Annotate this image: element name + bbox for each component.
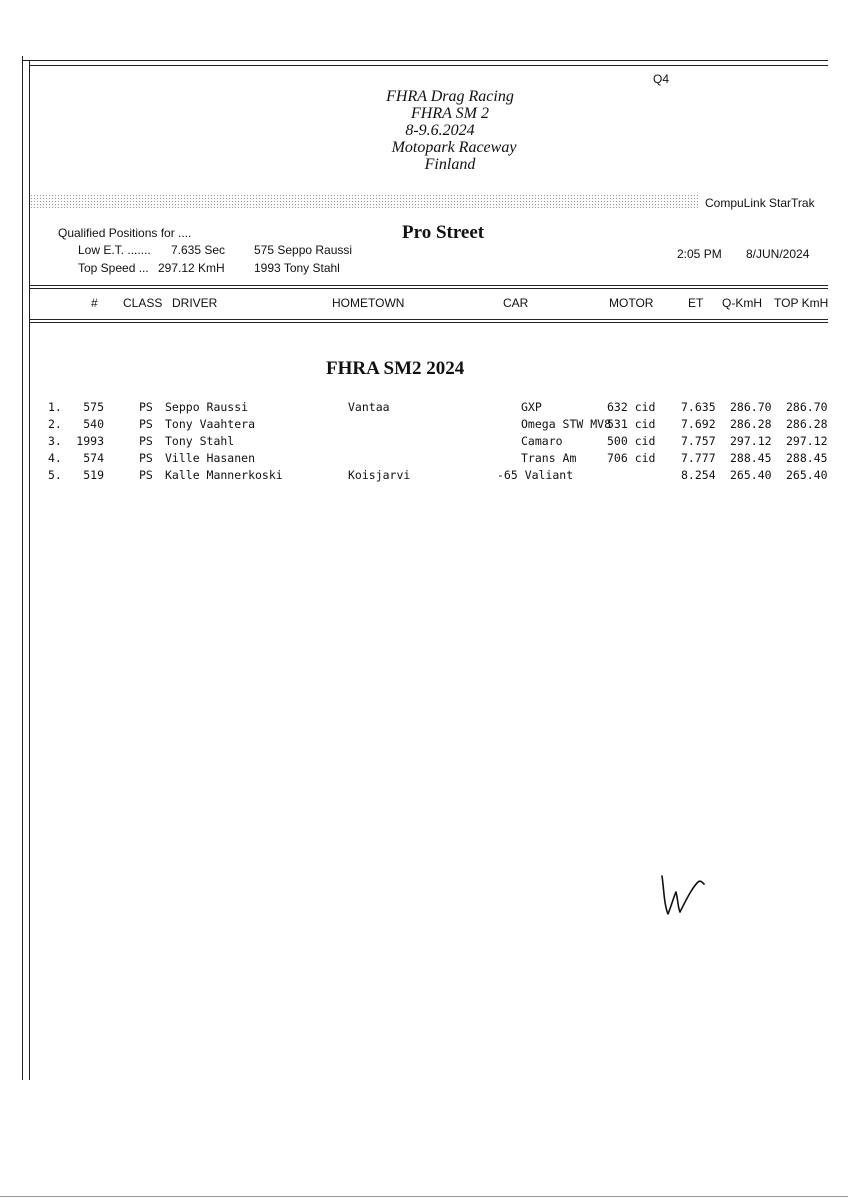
row-et: 7.692 [681,417,716,431]
col-qkmh: Q-KmH [722,296,762,310]
row-class: PS [139,400,153,414]
row-top-kmh: 286.28 [786,417,828,431]
top-speed-holder: 1993 Tony Stahl [254,261,340,275]
row-driver: Tony Stahl [165,434,235,448]
row-qkmh: 286.70 [730,400,772,414]
report-date: 8/JUN/2024 [746,247,810,261]
class-title: Pro Street [402,222,485,243]
row-et: 8.254 [681,468,716,482]
row-position: 1. [48,400,62,414]
col-hometown: HOMETOWN [332,296,405,310]
row-et: 7.757 [681,434,716,448]
row-et: 7.635 [681,400,716,414]
row-car: Camaro [521,434,563,448]
row-class: PS [139,468,153,482]
row-driver: Kalle Mannerkoski [165,468,283,482]
header-band-bottom-2 [29,322,828,323]
row-hometown: Koisjarvi [348,468,411,482]
table-row [0,468,848,485]
row-motor: 531 cid [607,417,656,431]
row-car: Trans Am [521,451,577,465]
event-title-block [300,88,600,173]
row-position: 4. [48,451,62,465]
col-motor: MOTOR [609,296,654,310]
signature-mark [656,870,716,920]
row-hometown: Vantaa [348,400,390,414]
col-et: ET [688,296,704,310]
row-driver: Ville Hasanen [165,451,256,465]
event-heading: FHRA SM2 2024 [326,358,465,379]
row-class: PS [139,417,153,431]
row-top-kmh: 265.40 [786,468,828,482]
row-motor: 500 cid [607,434,656,448]
col-driver: DRIVER [172,296,218,310]
col-car: CAR [503,296,529,310]
event-line: 8-9.6.2024 [405,122,475,139]
event-line: FHRA Drag Racing [386,88,514,105]
row-class: PS [139,434,153,448]
row-top-kmh: 297.12 [786,434,828,448]
frame-top-line-2 [29,65,828,66]
frame-top-line [22,60,828,61]
dotted-separator [30,194,698,208]
top-speed-label: Top Speed ... [78,261,149,275]
frame-left-outer [22,56,23,1080]
row-car: Omega STW MV8 [521,417,612,431]
row-car-number: 540 [83,417,104,431]
row-motor: 632 cid [607,400,656,414]
row-motor: 706 cid [607,451,656,465]
corner-label: Q4 [653,72,670,86]
row-qkmh: 265.40 [730,468,772,482]
row-car: GXP [521,400,542,414]
event-line: FHRA SM 2 [411,105,489,122]
row-car-number: 575 [83,400,104,414]
col-num: # [91,296,98,310]
row-top-kmh: 286.70 [786,400,828,414]
row-top-kmh: 288.45 [786,451,828,465]
header-band-top-2 [29,288,828,289]
frame-left-inner [29,60,30,1080]
col-topkmh: TOP KmH [774,296,829,310]
header-band-top [29,285,828,286]
row-qkmh: 297.12 [730,434,772,448]
row-position: 3. [48,434,62,448]
table-row [0,451,848,468]
table-row [0,417,848,434]
qualified-label: Qualified Positions for .... [58,226,192,240]
system-label: CompuLink StarTrak [705,196,815,210]
row-car: -65 Valiant [497,468,574,482]
row-et: 7.777 [681,451,716,465]
event-line: Motopark Raceway [391,139,517,156]
col-class: CLASS [123,296,163,310]
row-driver: Tony Vaahtera [165,417,256,431]
low-et-value: 7.635 Sec [171,243,226,257]
row-car-number: 519 [83,468,104,482]
top-speed-value: 297.12 KmH [158,261,225,275]
row-class: PS [139,451,153,465]
table-row [0,400,848,417]
row-position: 2. [48,417,62,431]
row-car-number: 1993 [76,434,104,448]
report-time: 2:05 PM [677,247,722,261]
header-band-bottom [29,319,828,320]
row-car-number: 574 [83,451,104,465]
row-driver: Seppo Raussi [165,400,249,414]
table-row [0,434,848,451]
low-et-label: Low E.T. ....... [78,243,151,257]
page-bottom-line [0,1196,848,1197]
event-line: Finland [424,156,476,173]
row-position: 5. [48,468,62,482]
row-qkmh: 288.45 [730,451,772,465]
low-et-holder: 575 Seppo Raussi [254,243,353,257]
row-qkmh: 286.28 [730,417,772,431]
